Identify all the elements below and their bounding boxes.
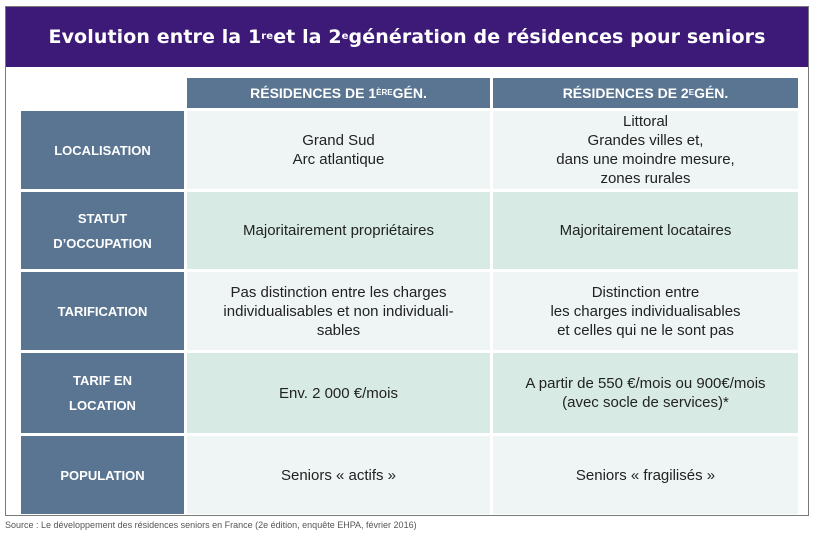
cell-statut-gen2: Majoritairement locataires [493, 192, 798, 269]
infographic-frame [5, 6, 809, 516]
row-header-localisation: LOCALISATION [21, 111, 184, 189]
table-corner [21, 78, 184, 108]
row-header-tarification: TARIFICATION [21, 272, 184, 350]
cell-tarification-gen1: Pas distinction entre les charges individualisables et non individuali- sables [187, 272, 490, 350]
comparison-table [21, 78, 798, 514]
column-header-gen1-label: RÉSIDENCES DE 1 [250, 85, 377, 101]
cell-tarif-gen1: Env. 2 000 €/mois [187, 353, 490, 433]
row-header-tarif-location: TARIF EN LOCATION [21, 353, 184, 433]
cell-localisation-gen1: Grand Sud Arc atlantique [187, 111, 490, 189]
cell-localisation-gen2: Littoral Grandes villes et, dans une moindre mesure, zones rurales [493, 111, 798, 189]
cell-population-gen2: Seniors « fragilisés » [493, 436, 798, 514]
column-header-gen2-suffix: GÉN. [694, 85, 729, 101]
source-caption: Source : Le développement des résidences seniors en France (2e édition, enquête EHPA, février 2016) [5, 520, 417, 530]
cell-tarif-gen2: A partir de 550 €/mois ou 900€/mois (avec socle de services)* [493, 353, 798, 433]
column-header-gen2-label: RÉSIDENCES DE 2 [562, 85, 689, 101]
title-part-2: et la 2 [273, 26, 342, 48]
cell-population-gen1: Seniors « actifs » [187, 436, 490, 514]
title-part-1: Evolution entre la 1 [48, 26, 262, 48]
column-header-gen2: RÉSIDENCES DE 2 E GÉN. [493, 78, 798, 108]
infographic-title: Evolution entre la 1 re et la 2 e génération de résidences pour seniors [6, 7, 808, 67]
column-header-gen1: RÉSIDENCES DE 1 ÈRE GÉN. [187, 78, 490, 108]
column-header-gen1-suffix: GÉN. [392, 85, 427, 101]
row-header-statut: STATUT D’OCCUPATION [21, 192, 184, 269]
row-header-population: POPULATION [21, 436, 184, 514]
cell-tarification-gen2: Distinction entre les charges individualisables et celles qui ne le sont pas [493, 272, 798, 350]
cell-statut-gen1: Majoritairement propriétaires [187, 192, 490, 269]
title-part-3: génération de résidences pour seniors [348, 26, 766, 48]
